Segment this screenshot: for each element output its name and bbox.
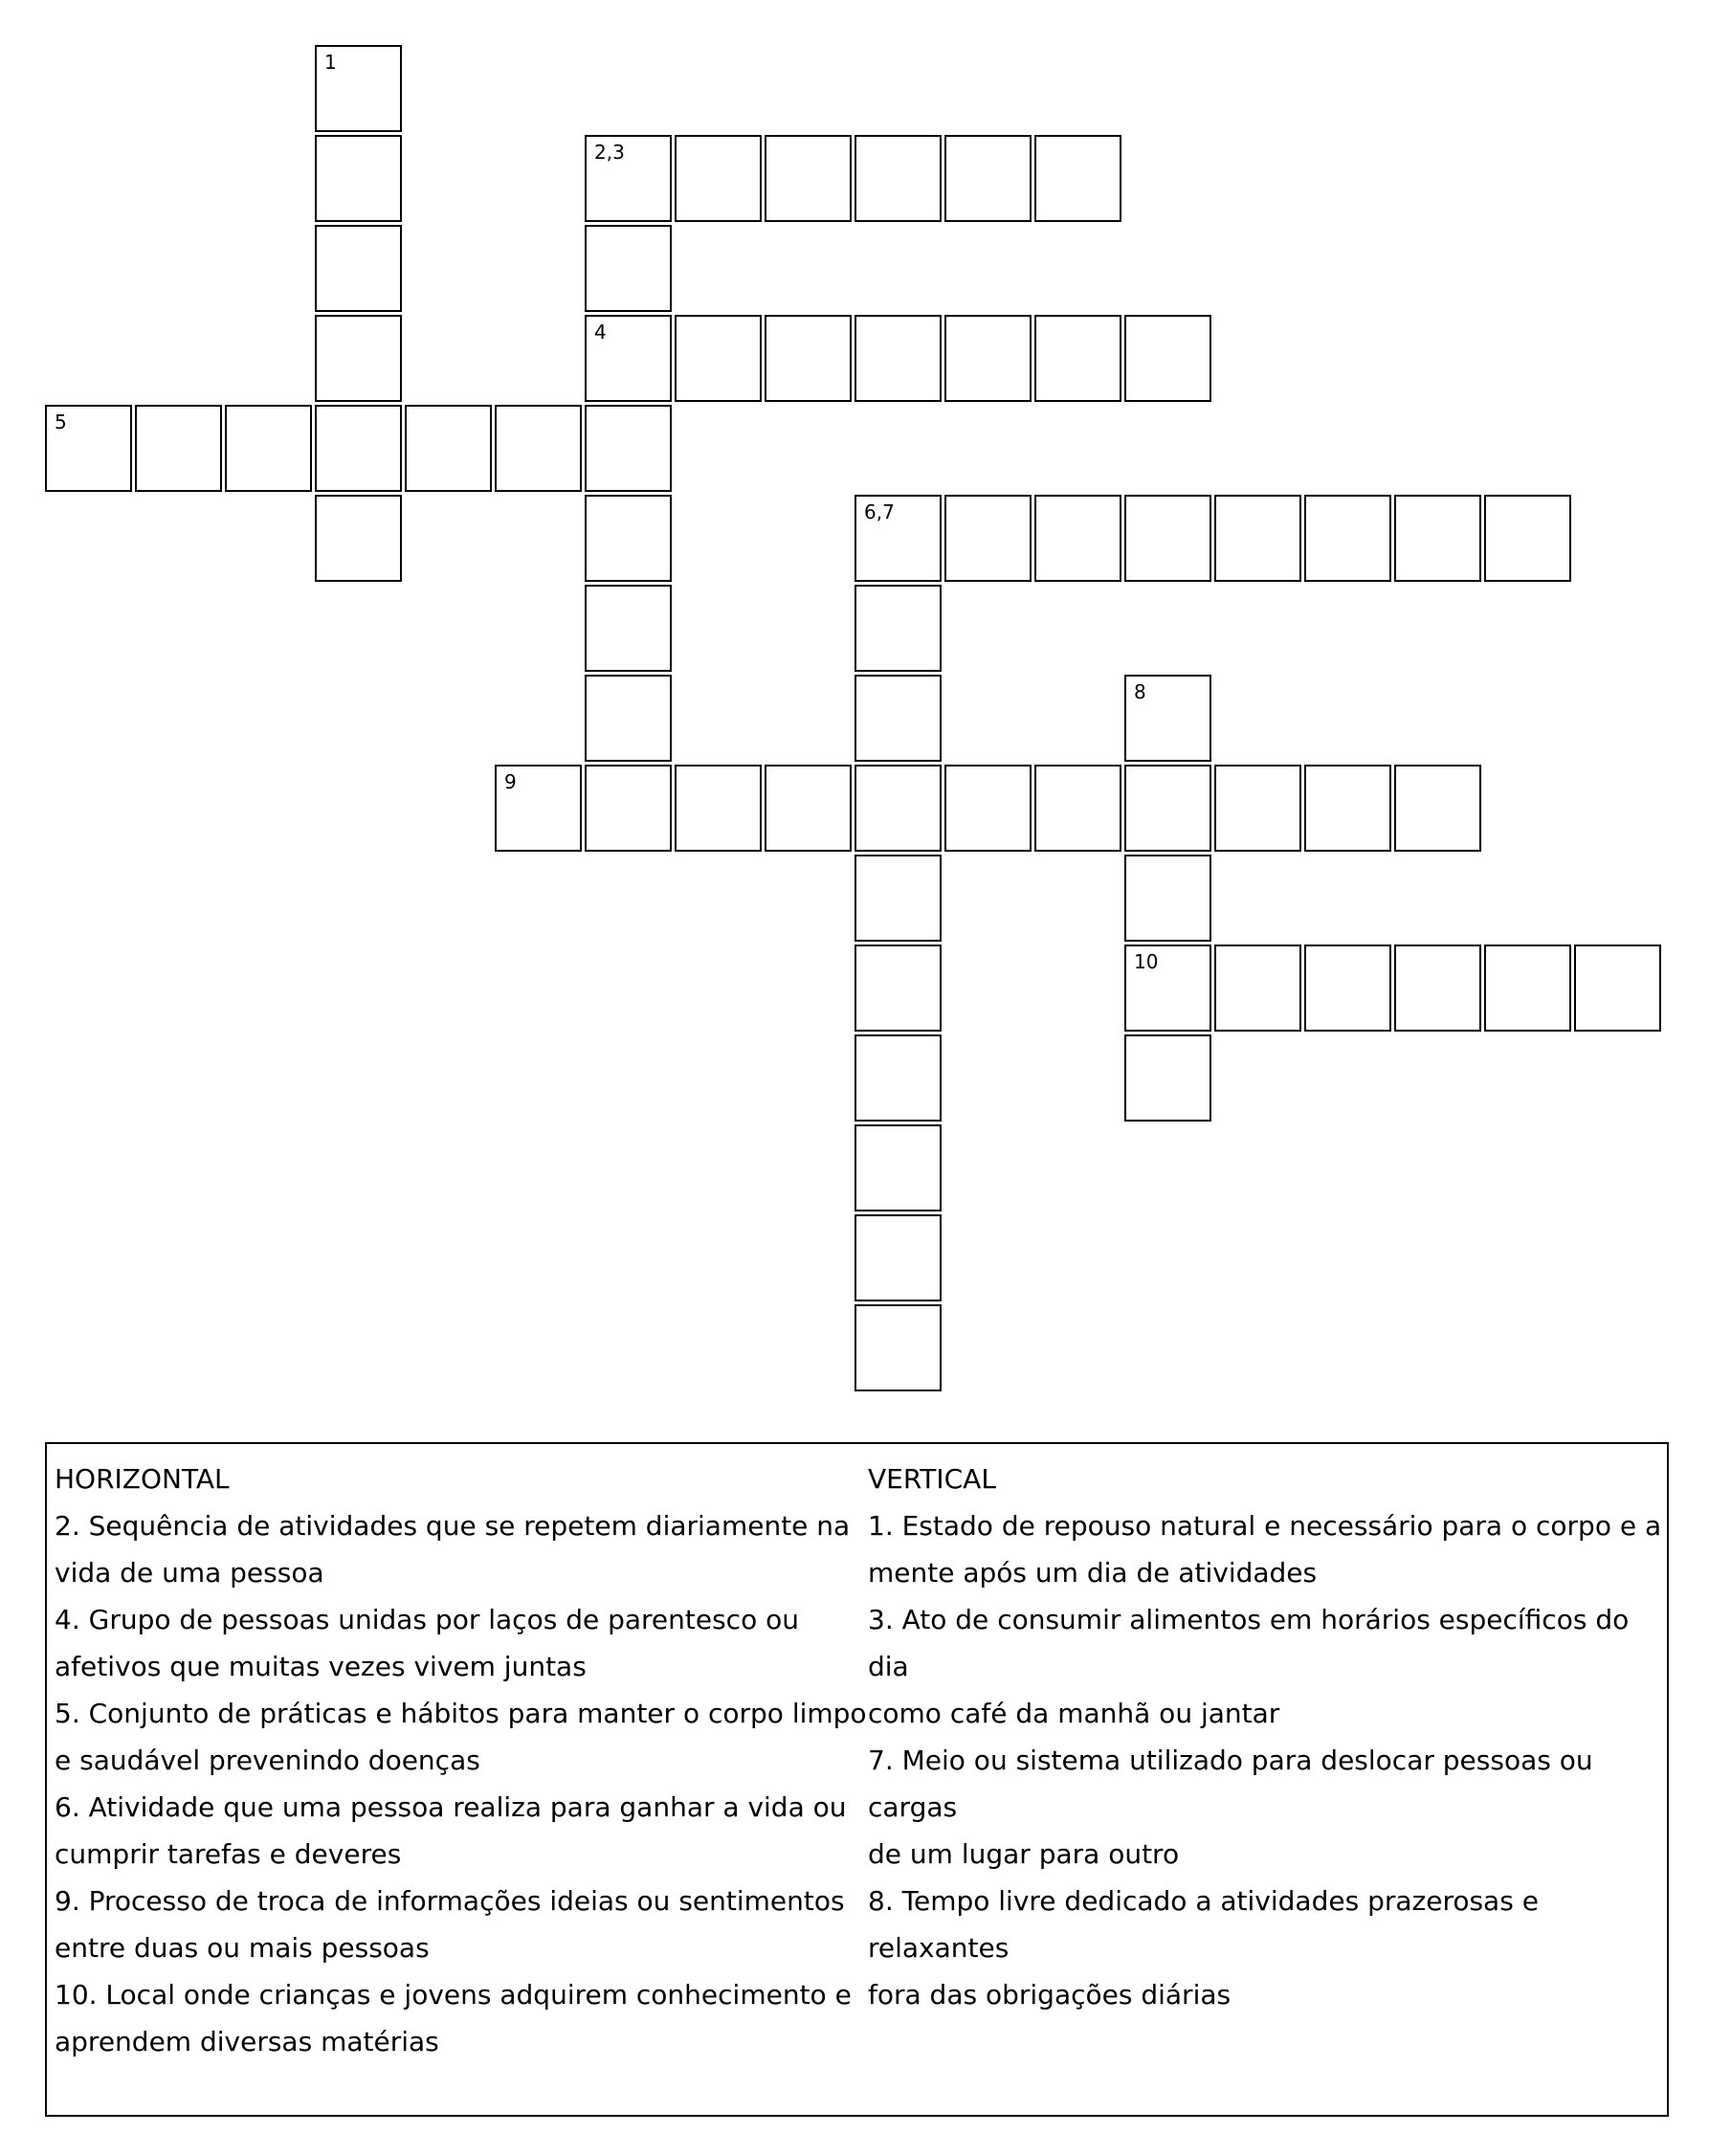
crossword-cell[interactable] bbox=[495, 405, 582, 492]
cell-number: 8 bbox=[1134, 680, 1146, 703]
crossword-cell[interactable] bbox=[1484, 495, 1571, 582]
crossword-cell[interactable] bbox=[765, 135, 852, 222]
cell-number: 4 bbox=[594, 321, 607, 344]
clue-line: aprendem diversas matérias bbox=[55, 2026, 439, 2057]
crossword-cell[interactable] bbox=[854, 1304, 942, 1391]
clue-line: 5. Conjunto de práticas e hábitos para manter o corpo limpo bbox=[55, 1698, 867, 1729]
crossword-cell[interactable] bbox=[854, 1124, 942, 1211]
crossword-cell[interactable] bbox=[315, 405, 402, 492]
crossword-cell[interactable] bbox=[675, 315, 762, 402]
crossword-cell[interactable] bbox=[854, 855, 942, 942]
crossword-cell[interactable] bbox=[1574, 945, 1661, 1032]
crossword-cell[interactable] bbox=[1124, 855, 1211, 942]
crossword-cell[interactable] bbox=[1034, 495, 1121, 582]
clues-box bbox=[45, 1442, 1669, 2117]
clue-line: 3. Ato de consumir alimentos em horários específicos do dia bbox=[868, 1604, 1630, 1682]
cell-number: 2,3 bbox=[594, 141, 625, 164]
clue-line: 1. Estado de repouso natural e necessário para o corpo e a bbox=[868, 1510, 1662, 1542]
crossword-cell[interactable] bbox=[585, 585, 672, 672]
crossword-cell[interactable] bbox=[1034, 135, 1121, 222]
vertical-clues bbox=[868, 1456, 1662, 2018]
crossword-cell[interactable] bbox=[765, 315, 852, 402]
crossword-cell[interactable] bbox=[1394, 765, 1481, 852]
crossword-cell[interactable] bbox=[1124, 945, 1211, 1032]
clue-line: 7. Meio ou sistema utilizado para deslocar pessoas ou cargas bbox=[868, 1745, 1593, 1823]
clue-line: e saudável prevenindo doenças bbox=[55, 1745, 480, 1776]
clue-line: 6. Atividade que uma pessoa realiza para ganhar a vida ou bbox=[55, 1791, 847, 1823]
cell-number: 6,7 bbox=[864, 500, 895, 523]
clue-line: fora das obrigações diárias bbox=[868, 1979, 1232, 2011]
crossword-cell[interactable] bbox=[854, 765, 942, 852]
crossword-cell[interactable] bbox=[315, 45, 402, 132]
crossword-cell[interactable] bbox=[1124, 1034, 1211, 1122]
crossword-cell[interactable] bbox=[854, 135, 942, 222]
clue-line: como café da manhã ou jantar bbox=[868, 1698, 1280, 1729]
crossword-cell[interactable] bbox=[944, 315, 1032, 402]
crossword-cell[interactable] bbox=[1304, 765, 1391, 852]
crossword-cell[interactable] bbox=[315, 495, 402, 582]
clue-line: 8. Tempo livre dedicado a atividades prazerosas e relaxantes bbox=[868, 1885, 1539, 1964]
cell-number: 10 bbox=[1134, 950, 1159, 973]
horizontal-heading: HORIZONTAL bbox=[55, 1463, 230, 1495]
crossword-cell[interactable] bbox=[1034, 765, 1121, 852]
clue-line: 9. Processo de troca de informações ideias ou sentimentos bbox=[55, 1885, 845, 1917]
clue-line: 10. Local onde crianças e jovens adquirem conhecimento e bbox=[55, 1979, 852, 2011]
crossword-cell[interactable] bbox=[944, 135, 1032, 222]
clue-line: afetivos que muitas vezes vivem juntas bbox=[55, 1651, 587, 1682]
crossword-cell[interactable] bbox=[854, 315, 942, 402]
vertical-heading: VERTICAL bbox=[868, 1463, 996, 1495]
clue-line: vida de uma pessoa bbox=[55, 1557, 324, 1589]
crossword-cell[interactable] bbox=[765, 765, 852, 852]
crossword-cell[interactable] bbox=[585, 765, 672, 852]
cell-number: 5 bbox=[55, 411, 67, 433]
crossword-cell[interactable] bbox=[854, 1034, 942, 1122]
crossword-cell[interactable] bbox=[315, 225, 402, 312]
horizontal-clues bbox=[55, 1456, 868, 2065]
crossword-cell[interactable] bbox=[585, 315, 672, 402]
crossword-cell[interactable] bbox=[585, 135, 672, 222]
clue-line: de um lugar para outro bbox=[868, 1838, 1180, 1870]
clue-line: mente após um dia de atividades bbox=[868, 1557, 1318, 1589]
crossword-cell[interactable] bbox=[1214, 945, 1301, 1032]
crossword-cell[interactable] bbox=[225, 405, 312, 492]
crossword-cell[interactable] bbox=[854, 585, 942, 672]
crossword-cell[interactable] bbox=[1214, 495, 1301, 582]
crossword-cell[interactable] bbox=[1304, 945, 1391, 1032]
cell-number: 9 bbox=[504, 770, 517, 793]
crossword-cell[interactable] bbox=[854, 675, 942, 762]
crossword-cell[interactable] bbox=[1124, 495, 1211, 582]
crossword-cell[interactable] bbox=[675, 135, 762, 222]
crossword-cell[interactable] bbox=[1124, 765, 1211, 852]
crossword-cell[interactable] bbox=[1394, 945, 1481, 1032]
crossword-cell[interactable] bbox=[1214, 765, 1301, 852]
crossword-cell[interactable] bbox=[45, 405, 132, 492]
crossword-cell[interactable] bbox=[585, 405, 672, 492]
cell-number: 1 bbox=[324, 51, 337, 74]
clue-line: cumprir tarefas e deveres bbox=[55, 1838, 402, 1870]
clue-line: 4. Grupo de pessoas unidas por laços de parentesco ou bbox=[55, 1604, 799, 1635]
crossword-cell[interactable] bbox=[854, 945, 942, 1032]
crossword-cell[interactable] bbox=[585, 225, 672, 312]
crossword-cell[interactable] bbox=[854, 495, 942, 582]
crossword-cell[interactable] bbox=[1394, 495, 1481, 582]
crossword-cell[interactable] bbox=[1484, 945, 1571, 1032]
crossword-cell[interactable] bbox=[854, 1214, 942, 1301]
clue-line: 2. Sequência de atividades que se repetem diariamente na bbox=[55, 1510, 851, 1542]
crossword-cell[interactable] bbox=[315, 315, 402, 402]
crossword-cell[interactable] bbox=[944, 765, 1032, 852]
crossword-cell[interactable] bbox=[1034, 315, 1121, 402]
crossword-cell[interactable] bbox=[1124, 315, 1211, 402]
crossword-cell[interactable] bbox=[1124, 675, 1211, 762]
crossword-cell[interactable] bbox=[135, 405, 222, 492]
crossword-cell[interactable] bbox=[315, 135, 402, 222]
crossword-cell[interactable] bbox=[944, 495, 1032, 582]
clue-line: entre duas ou mais pessoas bbox=[55, 1932, 430, 1964]
crossword-cell[interactable] bbox=[675, 765, 762, 852]
crossword-cell[interactable] bbox=[585, 495, 672, 582]
crossword-cell[interactable] bbox=[495, 765, 582, 852]
crossword-cell[interactable] bbox=[585, 675, 672, 762]
crossword-cell[interactable] bbox=[1304, 495, 1391, 582]
crossword-cell[interactable] bbox=[405, 405, 492, 492]
